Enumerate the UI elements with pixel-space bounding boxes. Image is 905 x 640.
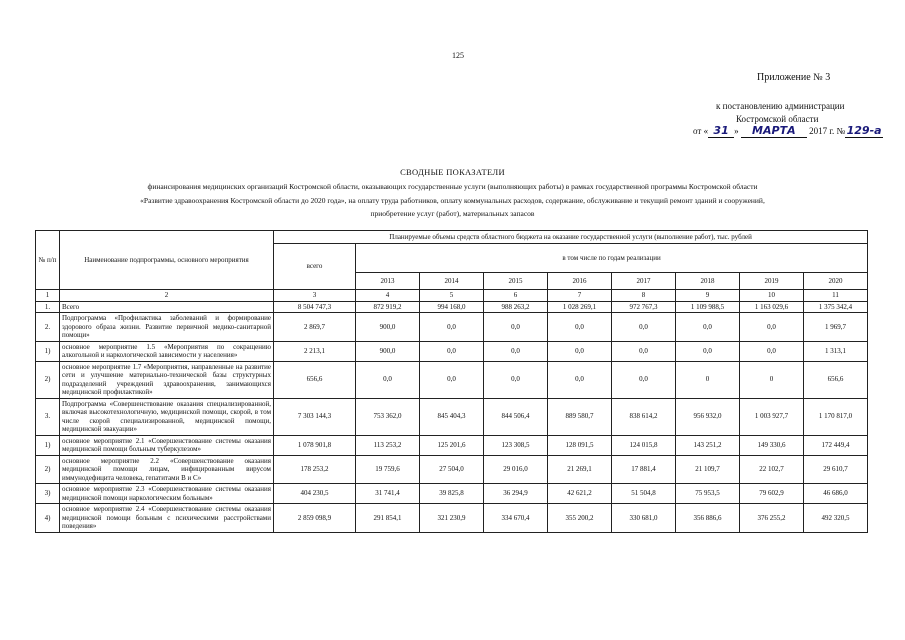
row-name: Подпрограмма «Совершенствование оказания специализированной, включая высокотехнологичную, медицинской помощи, скорой, в том числе скорой специализированной, медицинской помощи, медицинской эвакуации» (60, 398, 274, 435)
row-year-value: 0,0 (740, 341, 804, 361)
row-total: 2 859 098,9 (274, 504, 356, 533)
row-year-value: 29 610,7 (804, 455, 868, 484)
year-header-cell: 2015 (484, 273, 548, 290)
row-year-value: 845 404,3 (420, 398, 484, 435)
row-year-value: 1 170 817,0 (804, 398, 868, 435)
summary-table (35, 230, 868, 533)
row-year-value: 79 602,9 (740, 484, 804, 504)
row-year-value: 21 109,7 (676, 455, 740, 484)
table-row (36, 341, 868, 361)
row-year-value: 0,0 (420, 341, 484, 361)
row-year-value: 0,0 (548, 313, 612, 342)
column-index-row (36, 290, 868, 302)
row-number: 4) (36, 504, 60, 533)
row-year-value: 356 886,6 (676, 504, 740, 533)
row-name: Всего (60, 301, 274, 313)
row-year-value: 1 313,1 (804, 341, 868, 361)
row-year-value: 0,0 (740, 313, 804, 342)
table-row (36, 361, 868, 398)
row-year-value: 0,0 (356, 361, 420, 398)
row-year-value: 330 681,0 (612, 504, 676, 533)
row-year-value: 149 330,6 (740, 435, 804, 455)
row-year-value: 956 932,0 (676, 398, 740, 435)
year-header-cell: 2016 (548, 273, 612, 290)
row-total: 8 504 747,3 (274, 301, 356, 313)
row-year-value: 1 969,7 (804, 313, 868, 342)
header-total: всего (274, 244, 356, 290)
table-row (36, 398, 868, 435)
row-year-value: 0,0 (484, 341, 548, 361)
column-index-cell: 10 (740, 290, 804, 302)
column-index-cell: 5 (420, 290, 484, 302)
row-total: 178 253,2 (274, 455, 356, 484)
table-row (36, 455, 868, 484)
header-name: Наименование подпрограммы, основного мероприятия (60, 231, 274, 290)
row-year-value: 29 016,0 (484, 455, 548, 484)
column-index-cell: 3 (274, 290, 356, 302)
column-index-cell: 7 (548, 290, 612, 302)
table-row (36, 301, 868, 313)
row-year-value: 31 741,4 (356, 484, 420, 504)
row-year-value: 143 251,2 (676, 435, 740, 455)
row-year-value: 900,0 (356, 341, 420, 361)
row-year-value: 128 091,5 (548, 435, 612, 455)
row-year-value: 17 881,4 (612, 455, 676, 484)
date-prefix: от « (693, 126, 709, 136)
row-year-value: 1 109 988,5 (676, 301, 740, 313)
row-year-value: 0,0 (484, 361, 548, 398)
document-subtitle-2: «Развитие здравоохранения Костромской области до 2020 года», на оплату труда работников, оплату коммунальных расходов, содержание, обслуживание и текущий ремонт зданий и сооружений, (140, 196, 765, 205)
row-number: 3. (36, 398, 60, 435)
column-index-cell: 1 (36, 290, 60, 302)
row-year-value: 900,0 (356, 313, 420, 342)
row-year-value: 0,0 (420, 361, 484, 398)
handwritten-month: МАРТА (741, 125, 807, 138)
date-mid: » (734, 126, 739, 136)
year-header-cell: 2019 (740, 273, 804, 290)
document-subtitle-1: финансирования медицинских организаций Костромской области, оказывающих государственные услуги (выполняющих работы) в рамках государственной программы Костромской области (147, 182, 758, 191)
row-year-value: 994 168,0 (420, 301, 484, 313)
header-years: в том числе по годам реализации (356, 244, 868, 273)
column-index-cell: 9 (676, 290, 740, 302)
row-year-value: 0 (676, 361, 740, 398)
year-header-cell: 2014 (420, 273, 484, 290)
row-year-value: 0,0 (484, 313, 548, 342)
row-name: основное мероприятие 2.4 «Совершенствование системы оказания медицинской помощи больным с психическими расстройствами поведения» (60, 504, 274, 533)
row-year-value: 172 449,4 (804, 435, 868, 455)
row-year-value: 51 504,8 (612, 484, 676, 504)
column-index-cell: 2 (60, 290, 274, 302)
header-plan: Планируемые объемы средств областного бюджета на оказание государственной услуги (выполнение работ), тыс. рублей (274, 231, 868, 244)
row-year-value: 21 269,1 (548, 455, 612, 484)
row-year-value: 1 375 342,4 (804, 301, 868, 313)
row-number: 3) (36, 484, 60, 504)
table-row (36, 504, 868, 533)
row-year-value: 19 759,6 (356, 455, 420, 484)
row-year-value: 0,0 (676, 313, 740, 342)
row-year-value: 0,0 (612, 361, 676, 398)
table-row (36, 435, 868, 455)
row-number: 2) (36, 361, 60, 398)
column-index-cell: 6 (484, 290, 548, 302)
row-name: основное мероприятие 1.7 «Мероприятия, направленные на развитие сети и улучшение материально-технической базы структурных подразделений учреждений здравоохранения, занимающихся медицинской профилактикой» (60, 361, 274, 398)
row-number: 1. (36, 301, 60, 313)
row-year-value: 39 825,8 (420, 484, 484, 504)
column-index-cell: 8 (612, 290, 676, 302)
row-year-value: 0,0 (612, 341, 676, 361)
row-year-value: 0,0 (676, 341, 740, 361)
row-year-value: 1 163 029,6 (740, 301, 804, 313)
appendix-title: Приложение № 3 (757, 72, 831, 83)
row-year-value: 291 854,1 (356, 504, 420, 533)
year-header-cell: 2018 (676, 273, 740, 290)
row-year-value: 321 230,9 (420, 504, 484, 533)
row-year-value: 1 028 269,1 (548, 301, 612, 313)
row-number: 1) (36, 435, 60, 455)
row-name: основное мероприятие 2.3 «Совершенствование системы оказания медицинской помощи наркологическим больным» (60, 484, 274, 504)
document-subtitle-3: приобретение услуг (работ), материальных запасов (370, 209, 535, 218)
row-year-value: 988 263,2 (484, 301, 548, 313)
row-total: 656,6 (274, 361, 356, 398)
row-year-value: 376 255,2 (740, 504, 804, 533)
page-number: 125 (452, 51, 464, 60)
row-year-value: 0,0 (548, 341, 612, 361)
row-year-value: 124 015,8 (612, 435, 676, 455)
row-year-value: 113 253,2 (356, 435, 420, 455)
handwritten-day: 31 (708, 125, 734, 138)
row-total: 2 869,7 (274, 313, 356, 342)
row-name: Подпрограмма «Профилактика заболеваний и формирование здорового образа жизни. Развитие первичной медико-санитарной помощи» (60, 313, 274, 342)
row-total: 2 213,1 (274, 341, 356, 361)
document-title: СВОДНЫЕ ПОКАЗАТЕЛИ (400, 167, 505, 177)
appendix-date-line (693, 125, 883, 138)
row-year-value: 1 003 927,7 (740, 398, 804, 435)
table-row (36, 484, 868, 504)
row-year-value: 0,0 (420, 313, 484, 342)
row-year-value: 656,6 (804, 361, 868, 398)
header-number: № п/п (36, 231, 60, 290)
row-number: 2) (36, 455, 60, 484)
column-index-cell: 11 (804, 290, 868, 302)
row-year-value: 972 767,3 (612, 301, 676, 313)
row-year-value: 492 320,5 (804, 504, 868, 533)
row-year-value: 334 670,4 (484, 504, 548, 533)
column-index-cell: 4 (356, 290, 420, 302)
row-name: основное мероприятие 1.5 «Мероприятия по сокращению алкогольной и наркологической зависимости у населения» (60, 341, 274, 361)
row-name: основное мероприятие 2.1 «Совершенствование системы оказания медицинской помощи больным туберкулезом» (60, 435, 274, 455)
row-year-value: 46 686,0 (804, 484, 868, 504)
row-year-value: 75 953,5 (676, 484, 740, 504)
year-header-cell: 2017 (612, 273, 676, 290)
row-year-value: 838 614,2 (612, 398, 676, 435)
date-year: 2017 г. № (809, 126, 846, 136)
row-number: 1) (36, 341, 60, 361)
row-year-value: 125 201,6 (420, 435, 484, 455)
appendix-region-line: Костромской области (736, 114, 819, 124)
row-total: 1 078 901,8 (274, 435, 356, 455)
row-name: основное мероприятие 2.2 «Совершенствование оказания медицинской помощи лицам, инфицированным вирусом иммунодефицита человека, гепатитами B и C» (60, 455, 274, 484)
row-year-value: 872 919,2 (356, 301, 420, 313)
row-year-value: 27 504,0 (420, 455, 484, 484)
row-total: 7 303 144,3 (274, 398, 356, 435)
row-year-value: 0,0 (548, 361, 612, 398)
appendix-decree-line: к постановлению администрации (716, 101, 845, 111)
row-year-value: 889 580,7 (548, 398, 612, 435)
row-year-value: 0,0 (612, 313, 676, 342)
row-year-value: 0 (740, 361, 804, 398)
row-year-value: 22 102,7 (740, 455, 804, 484)
row-year-value: 355 200,2 (548, 504, 612, 533)
row-year-value: 844 506,4 (484, 398, 548, 435)
table-body (36, 301, 868, 532)
row-year-value: 42 621,2 (548, 484, 612, 504)
year-header-cell: 2013 (356, 273, 420, 290)
table-row (36, 313, 868, 342)
row-year-value: 123 308,5 (484, 435, 548, 455)
row-total: 404 230,5 (274, 484, 356, 504)
year-header-cell: 2020 (804, 273, 868, 290)
row-year-value: 36 294,9 (484, 484, 548, 504)
row-year-value: 753 362,0 (356, 398, 420, 435)
handwritten-number: 129-а (846, 124, 882, 137)
row-number: 2. (36, 313, 60, 342)
